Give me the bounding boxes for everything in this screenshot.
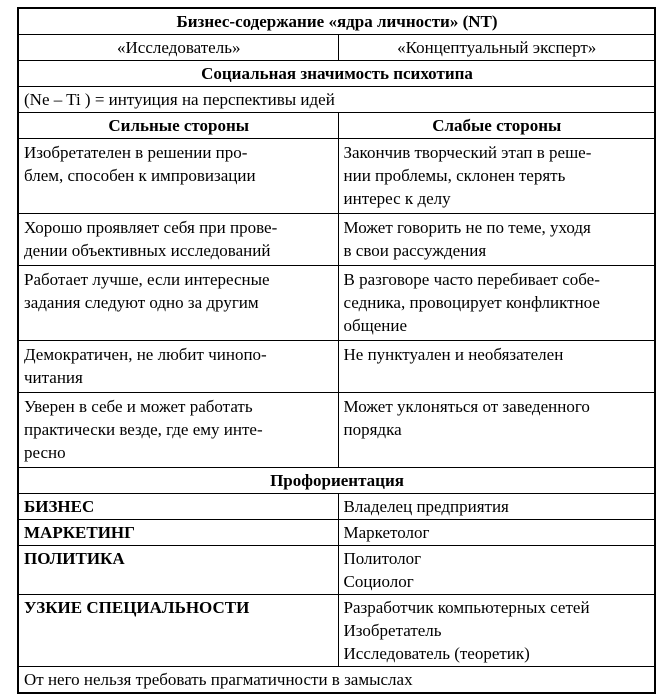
weakness-cell-line: Может уклоняться от заведенного xyxy=(343,397,590,416)
career-row xyxy=(18,494,655,520)
strength-cell-line: ресно xyxy=(24,443,66,462)
table-title: Бизнес-содержание «ядра личности» (NT) xyxy=(18,8,655,35)
social-text: (Ne – Ti ) = интуиция на перспективы идей xyxy=(18,87,655,113)
weakness-cell-line: в свои рассуждения xyxy=(343,241,487,260)
strength-cell-line: читания xyxy=(24,368,83,387)
career-field: УЗКИЕ СПЕЦИАЛЬНОСТИ xyxy=(18,595,338,667)
strength-cell-line: блем, способен к импровизации xyxy=(24,166,256,185)
weakness-cell-line: интерес к делу xyxy=(343,189,451,208)
strength-cell xyxy=(18,341,338,393)
footer-row xyxy=(18,667,655,694)
weakness-cell xyxy=(338,266,655,341)
career-jobs xyxy=(338,595,655,667)
weakness-cell-line: Может говорить не по теме, уходя xyxy=(343,218,591,237)
weakness-cell-line: общение xyxy=(343,316,408,335)
weakness-cell-line: нии проблемы, склонен терять xyxy=(343,166,566,185)
weakness-cell-line: Закончив творческий этап в реше- xyxy=(343,143,592,162)
weakness-cell-line: Не пунктуален и необязателен xyxy=(343,345,564,364)
strengths-heading: Сильные стороны xyxy=(18,113,338,139)
career-jobs-line: Разработчик компьютерных сетей xyxy=(343,598,590,617)
trait-row xyxy=(18,266,655,341)
nt-business-table xyxy=(17,7,656,694)
social-text-row xyxy=(18,87,655,113)
social-heading-row xyxy=(18,61,655,87)
trait-row xyxy=(18,341,655,393)
strength-cell xyxy=(18,214,338,266)
strength-cell-line: дении объективных исследований xyxy=(24,241,271,260)
weakness-cell-line: В разговоре часто перебивает собе- xyxy=(343,270,600,289)
career-row xyxy=(18,595,655,667)
weakness-cell-line: порядка xyxy=(343,420,402,439)
career-heading-row xyxy=(18,468,655,494)
trait-row xyxy=(18,214,655,266)
footer-note: От него нельзя требовать прагматичности в замыслах xyxy=(18,667,655,694)
career-jobs-line: Исследователь (теоретик) xyxy=(343,644,530,663)
weakness-cell xyxy=(338,214,655,266)
strength-cell-line: задания следуют одно за другим xyxy=(24,293,259,312)
career-jobs-line: Политолог xyxy=(343,549,422,568)
career-row xyxy=(18,520,655,546)
strength-cell xyxy=(18,139,338,214)
career-field: БИЗНЕС xyxy=(18,494,338,520)
strength-cell xyxy=(18,393,338,468)
weaknesses-heading: Слабые стороны xyxy=(338,113,655,139)
strength-cell xyxy=(18,266,338,341)
trait-row xyxy=(18,139,655,214)
title-row xyxy=(18,8,655,35)
social-heading: Социальная значимость психотипа xyxy=(18,61,655,87)
weakness-cell-line: седника, провоцирует конфликтное xyxy=(343,293,600,312)
trait-row xyxy=(18,393,655,468)
strength-cell-line: Работает лучше, если интересные xyxy=(24,270,270,289)
career-jobs xyxy=(338,494,655,520)
weakness-cell xyxy=(338,139,655,214)
career-jobs-line: Изобретатель xyxy=(343,621,442,640)
career-row xyxy=(18,546,655,595)
career-field: ПОЛИТИКА xyxy=(18,546,338,595)
strength-cell-line: Хорошо проявляет себя при прове- xyxy=(24,218,278,237)
career-jobs-line: Маркетолог xyxy=(343,523,430,542)
career-jobs-line: Владелец предприятия xyxy=(343,497,509,516)
strength-cell-line: Уверен в себе и может работать xyxy=(24,397,253,416)
weakness-cell xyxy=(338,341,655,393)
career-field: МАРКЕТИНГ xyxy=(18,520,338,546)
career-heading: Профориентация xyxy=(18,468,655,494)
strength-cell-line: Демократичен, не любит чинопо- xyxy=(24,345,267,364)
strength-cell-line: практически везде, где ему инте- xyxy=(24,420,263,439)
subtitle-row xyxy=(18,35,655,61)
career-jobs-line: Социолог xyxy=(343,572,414,591)
career-jobs xyxy=(338,546,655,595)
weakness-cell xyxy=(338,393,655,468)
subtitle-expert: «Концептуальный эксперт» xyxy=(338,35,655,61)
sides-heading-row xyxy=(18,113,655,139)
strength-cell-line: Изобретателен в решении про- xyxy=(24,143,248,162)
subtitle-researcher: «Исследователь» xyxy=(18,35,338,61)
career-jobs xyxy=(338,520,655,546)
